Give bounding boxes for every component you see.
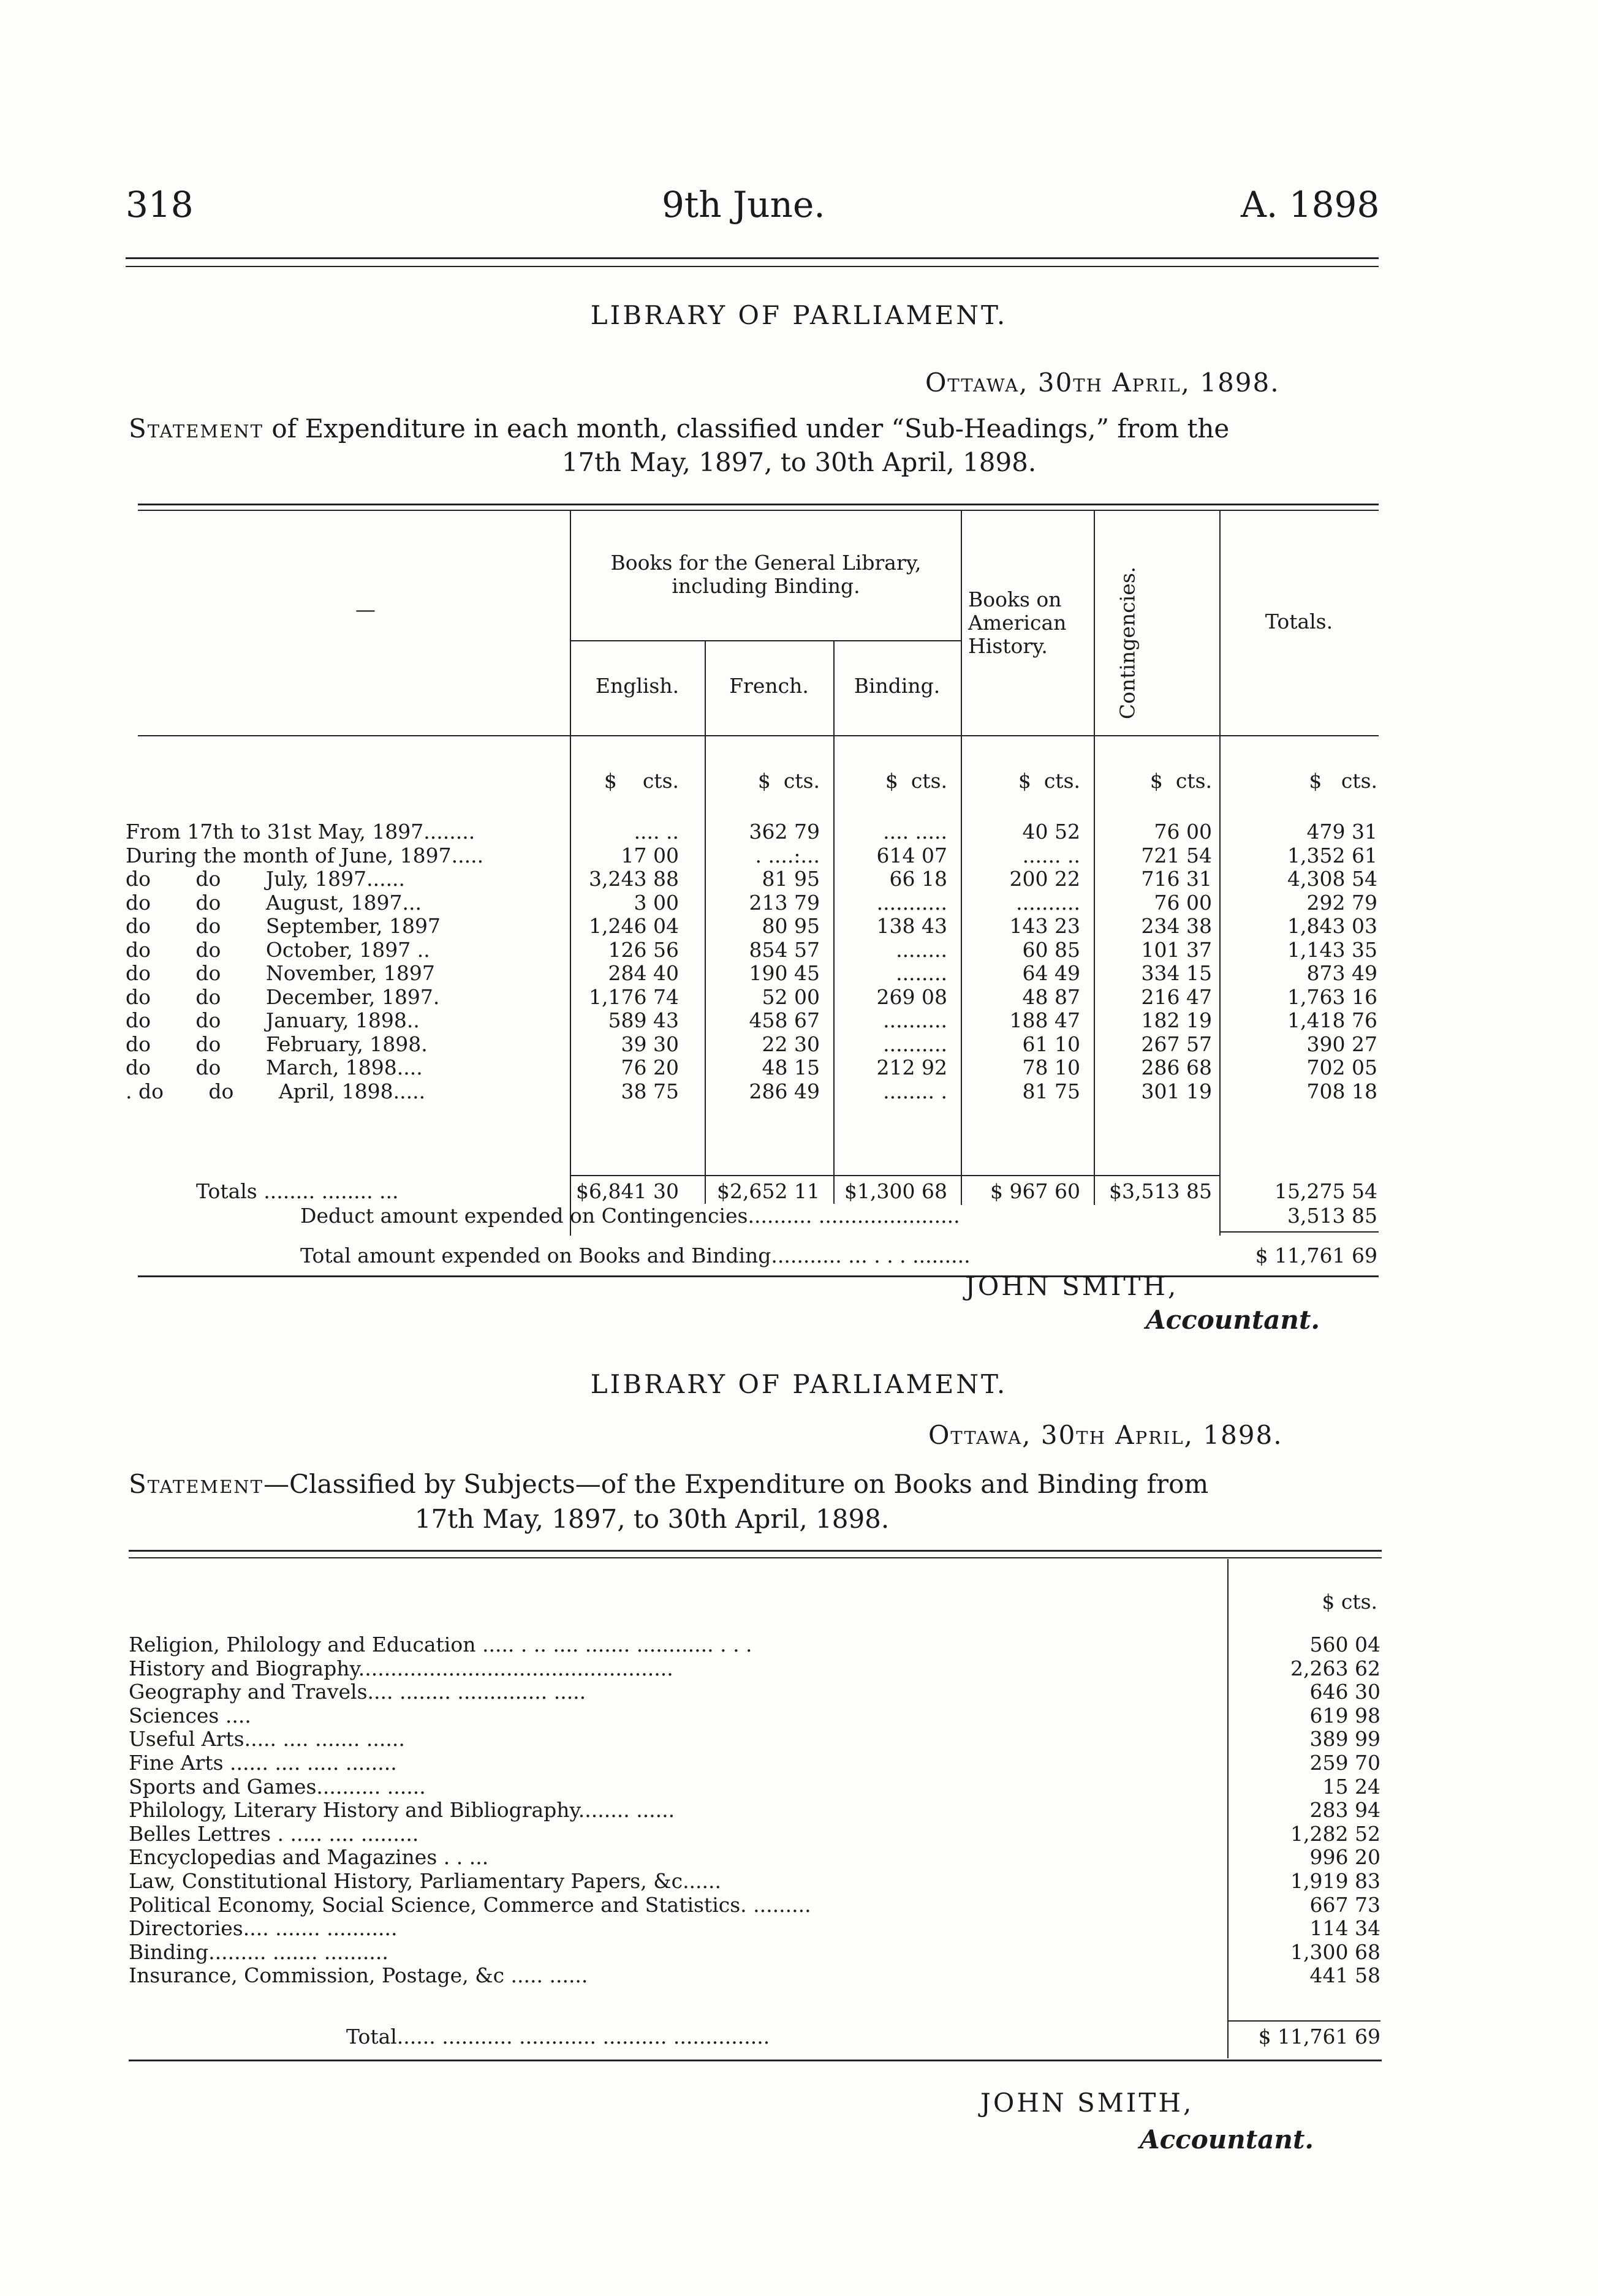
subject-label: Law, Constitutional History, Parliamentary Papers, &c...... xyxy=(129,1869,722,1893)
page-date: 9th June. xyxy=(662,184,825,225)
cell-contingencies: 76 00 xyxy=(1154,890,1212,915)
table-row xyxy=(0,961,1598,985)
unit-american xyxy=(1018,769,1080,793)
header-english: English. xyxy=(595,674,680,698)
cts-label: cts. xyxy=(1175,769,1212,793)
cell-binding: .......... xyxy=(883,1008,947,1032)
subject-value: 996 20 xyxy=(1309,1845,1380,1870)
cts-label: cts. xyxy=(783,769,820,793)
total-books-label: Total amount expended on Books and Binding........... ... . . . ......... xyxy=(300,1244,971,1267)
section1-statement xyxy=(129,412,1379,446)
row-label: . do do April, 1898..... xyxy=(126,1079,426,1103)
cell-american: 64 49 xyxy=(1022,961,1080,985)
subject-label: Philology, Literary History and Bibliography........ ...... xyxy=(129,1798,675,1822)
row-label: do do August, 1897... xyxy=(126,890,422,915)
table-row xyxy=(0,1008,1598,1032)
table-row xyxy=(0,820,1598,844)
row-label: do do March, 1898.... xyxy=(126,1055,423,1079)
header-french: French. xyxy=(729,674,809,698)
table-row xyxy=(0,1798,1598,1822)
cell-english: 126 56 xyxy=(608,937,679,962)
cell-totals: 4,308 54 xyxy=(1287,867,1377,891)
subject-label: Insurance, Commission, Postage, &c ..... ...... xyxy=(129,1963,588,1988)
section1-signature: JOHN SMITH, xyxy=(965,1271,1179,1301)
table2-rule-top2 xyxy=(129,1557,1382,1558)
subject-value: 1,282 52 xyxy=(1290,1821,1380,1846)
cell-binding: 212 92 xyxy=(876,1055,947,1079)
table-row xyxy=(0,1055,1598,1079)
row-label: From 17th to 31st May, 1897........ xyxy=(126,820,475,844)
dollar-sign: $ xyxy=(1018,769,1031,793)
subject-label: Sciences .... xyxy=(129,1703,251,1728)
cell-american: 143 23 xyxy=(1009,914,1080,938)
cell-french: 213 79 xyxy=(749,890,820,915)
cell-totals: 1,418 76 xyxy=(1287,1008,1377,1032)
cell-french: 190 45 xyxy=(749,961,820,985)
table-row xyxy=(0,1916,1598,1940)
subject-label: Encyclopedias and Magazines . . ... xyxy=(129,1845,489,1870)
cell-contingencies: 301 19 xyxy=(1141,1079,1212,1103)
row-label: do do July, 1897...... xyxy=(126,867,406,891)
cell-contingencies: 267 57 xyxy=(1141,1032,1212,1056)
cell-totals: 873 49 xyxy=(1306,961,1377,985)
cell-english: 17 00 xyxy=(621,843,679,867)
cell-contingencies: 101 37 xyxy=(1141,937,1212,962)
section1-title: LIBRARY OF PARLIAMENT. xyxy=(590,300,1008,330)
table-row xyxy=(0,1727,1598,1751)
cell-english: 38 75 xyxy=(621,1079,679,1103)
cell-contingencies: 216 47 xyxy=(1141,984,1212,1009)
subject-label: Sports and Games.......... ...... xyxy=(129,1774,426,1799)
table-row xyxy=(0,891,1598,915)
subject-label: History and Biography................................................. xyxy=(129,1656,673,1680)
dollar-sign: $ xyxy=(604,769,617,793)
cell-french: 854 57 xyxy=(749,937,820,962)
section2-place-date: Ottawa, 30th April, 1898. xyxy=(928,1420,1283,1450)
cell-american: 40 52 xyxy=(1022,820,1080,844)
header-dash: — xyxy=(355,597,376,621)
totals-american: $ 967 60 xyxy=(990,1179,1080,1203)
section1-statement-line2: 17th May, 1897, to 30th April, 1898. xyxy=(561,447,1037,477)
table-row xyxy=(0,1633,1598,1656)
table-row xyxy=(0,1893,1598,1917)
table1-rule-bottom xyxy=(138,1275,1379,1277)
section2-statement-rest: —Classified by Subjects—of the Expenditure on Books and Binding from xyxy=(263,1469,1209,1499)
subject-label: Religion, Philology and Education ..... . .. .... ....... ............ . . . xyxy=(129,1633,752,1656)
table-row xyxy=(0,938,1598,962)
table-row xyxy=(0,1869,1598,1893)
cell-american: 200 22 xyxy=(1009,867,1080,891)
cell-contingencies: 286 68 xyxy=(1141,1055,1212,1079)
cell-totals: 1,352 61 xyxy=(1287,843,1377,867)
cell-totals: 390 27 xyxy=(1306,1032,1377,1056)
subject-value: 560 04 xyxy=(1309,1633,1380,1656)
subject-value: 389 99 xyxy=(1309,1727,1380,1751)
table2-total-label: Total...... ........... ............ .......... ............... xyxy=(346,2025,770,2049)
header-books-general: Books for the General Library, including Binding. xyxy=(610,551,922,598)
totals-english: $6,841 30 xyxy=(576,1179,679,1203)
cell-american: 78 10 xyxy=(1022,1055,1080,1079)
subject-label: Belles Lettres . ..... .... ......... xyxy=(129,1821,419,1846)
cell-french: 362 79 xyxy=(749,820,820,844)
table1-rule-top2 xyxy=(138,510,1379,511)
table-row xyxy=(0,1822,1598,1846)
totals-binding: $1,300 68 xyxy=(844,1179,947,1203)
table2-rule-bottom xyxy=(129,2060,1382,2061)
cell-english: 3 00 xyxy=(634,890,679,915)
table-row xyxy=(0,1963,1598,1987)
section2-statement xyxy=(129,1467,1379,1501)
section2-statement-lead: Statement xyxy=(129,1469,263,1499)
header-binding: Binding. xyxy=(854,674,941,698)
row-label: do do January, 1898.. xyxy=(126,1008,420,1032)
cell-french: 52 00 xyxy=(762,984,820,1009)
row-label: do do November, 1897 xyxy=(126,961,435,985)
section2-statement-line2: 17th May, 1897, to 30th April, 1898. xyxy=(414,1504,890,1534)
cell-english: 1,246 04 xyxy=(589,914,679,938)
table2-rule-top xyxy=(129,1550,1382,1552)
row-label: do do February, 1898. xyxy=(126,1032,428,1056)
deduct-row xyxy=(0,1204,1598,1228)
table1-totals-row xyxy=(0,1179,1598,1204)
table-row xyxy=(0,914,1598,938)
totals-french: $2,652 11 xyxy=(717,1179,820,1203)
cell-contingencies: 76 00 xyxy=(1154,820,1212,844)
cell-french: . ....:... xyxy=(755,843,820,867)
dollar-sign: $ xyxy=(885,769,898,793)
table-row xyxy=(0,844,1598,867)
subject-label: Useful Arts..... .... ....... ...... xyxy=(129,1727,405,1751)
section2-title: LIBRARY OF PARLIAMENT. xyxy=(590,1369,1008,1399)
subject-label: Binding......... ....... .......... xyxy=(129,1939,388,1964)
cell-totals: 479 31 xyxy=(1306,820,1377,844)
cell-contingencies: 234 38 xyxy=(1141,914,1212,938)
cell-american: 48 87 xyxy=(1022,984,1080,1009)
cell-binding: .... ..... xyxy=(883,820,947,844)
total-books-row xyxy=(0,1244,1598,1268)
table-row xyxy=(0,1704,1598,1728)
cell-totals: 1,843 03 xyxy=(1287,914,1377,938)
table2-total-value: $ 11,761 69 xyxy=(1258,2025,1380,2049)
cell-binding: 66 18 xyxy=(889,867,947,891)
dollar-sign: $ xyxy=(757,769,771,793)
page-number: 318 xyxy=(126,184,194,225)
dollar-sign: $ xyxy=(1309,769,1322,793)
subject-value: 1,300 68 xyxy=(1290,1939,1380,1964)
header-books-american: Books on American History. xyxy=(968,587,1067,658)
cell-french: 286 49 xyxy=(749,1079,820,1103)
row-label: do do September, 1897 xyxy=(126,914,441,938)
cell-totals: 1,763 16 xyxy=(1287,984,1377,1009)
subject-value: 667 73 xyxy=(1309,1892,1380,1917)
cell-binding: ........... xyxy=(876,890,947,915)
deduct-label: Deduct amount expended on Contingencies.......... ...................... xyxy=(300,1204,960,1228)
cell-contingencies: 334 15 xyxy=(1141,961,1212,985)
section1-place-date: Ottawa, 30th April, 1898. xyxy=(925,368,1280,398)
totals-label: Totals ........ ........ ... xyxy=(196,1179,399,1203)
cell-american: 188 47 xyxy=(1009,1008,1080,1032)
cell-french: 81 95 xyxy=(762,867,820,891)
subject-value: 646 30 xyxy=(1309,1680,1380,1704)
table2-total-row xyxy=(0,2025,1598,2049)
cell-american: 61 10 xyxy=(1022,1032,1080,1056)
cell-binding: ........ xyxy=(896,937,947,962)
table-row xyxy=(0,1079,1598,1103)
table2-total-rule xyxy=(1227,2020,1380,2022)
subject-label: Directories.... ....... ........... xyxy=(129,1916,398,1941)
table-row xyxy=(0,985,1598,1009)
subject-value: 619 98 xyxy=(1309,1703,1380,1728)
table1-units-row xyxy=(0,769,1598,793)
cell-contingencies: 182 19 xyxy=(1141,1008,1212,1032)
unit-binding xyxy=(885,769,947,793)
cell-english: .... .. xyxy=(634,820,679,844)
cell-totals: 1,143 35 xyxy=(1287,937,1377,962)
subject-label: Political Economy, Social Science, Commerce and Statistics. ......... xyxy=(129,1892,811,1917)
table1-header-rule xyxy=(138,735,1379,736)
cell-binding: ........ . xyxy=(883,1079,947,1103)
cell-contingencies: 721 54 xyxy=(1141,843,1212,867)
cell-french: 458 67 xyxy=(749,1008,820,1032)
dollar-sign: $ xyxy=(1149,769,1163,793)
subject-value: 441 58 xyxy=(1309,1963,1380,1988)
subject-value: 2,263 62 xyxy=(1290,1656,1380,1680)
cell-totals: 708 18 xyxy=(1306,1079,1377,1103)
table-row xyxy=(0,1845,1598,1869)
table-row xyxy=(0,1032,1598,1056)
cell-french: 80 95 xyxy=(762,914,820,938)
table-row xyxy=(0,1775,1598,1799)
table-row xyxy=(0,1940,1598,1964)
deduct-rule xyxy=(1219,1231,1379,1233)
cell-american: 81 75 xyxy=(1022,1079,1080,1103)
table-row xyxy=(0,867,1598,891)
header-rule-bottom xyxy=(126,266,1379,267)
table1-rule-top xyxy=(138,504,1379,505)
header-rule-top xyxy=(126,257,1379,259)
cell-binding: .......... xyxy=(883,1032,947,1056)
cell-american: 60 85 xyxy=(1022,937,1080,962)
cts-label: cts. xyxy=(911,769,947,793)
cell-english: 76 20 xyxy=(621,1055,679,1079)
section1-statement-rest: of Expenditure in each month, classified under “Sub-Headings,” from the xyxy=(263,414,1230,444)
cts-label: cts. xyxy=(1043,769,1080,793)
subject-value: 15 24 xyxy=(1322,1774,1380,1799)
total-books-value: $ 11,761 69 xyxy=(1255,1244,1377,1267)
section1-role: Accountant. xyxy=(1146,1305,1320,1335)
subject-value: 259 70 xyxy=(1309,1751,1380,1775)
subject-value: 1,919 83 xyxy=(1290,1869,1380,1893)
cell-english: 1,176 74 xyxy=(589,984,679,1009)
deduct-value: 3,513 85 xyxy=(1287,1204,1377,1228)
section1-statement-lead: Statement xyxy=(129,414,263,444)
totals-contingencies: $3,513 85 xyxy=(1109,1179,1212,1203)
table-row xyxy=(0,1680,1598,1704)
cell-english: 39 30 xyxy=(621,1032,679,1056)
section2-signature: JOHN SMITH, xyxy=(980,2088,1194,2118)
cell-binding: 138 43 xyxy=(876,914,947,938)
row-label: do do December, 1897. xyxy=(126,984,440,1009)
totals-rule xyxy=(570,1175,1219,1176)
section2-role: Accountant. xyxy=(1140,2124,1314,2154)
cell-english: 284 40 xyxy=(608,961,679,985)
cell-english: 3,243 88 xyxy=(589,867,679,891)
row-label: do do October, 1897 .. xyxy=(126,937,430,962)
cts-label: cts. xyxy=(1341,769,1377,793)
cell-totals: 702 05 xyxy=(1306,1055,1377,1079)
cts-label: cts. xyxy=(642,769,679,793)
table2-units: $ cts. xyxy=(1322,1590,1377,1614)
unit-french xyxy=(758,769,820,793)
header-contingencies: Contingencies. xyxy=(1115,566,1140,720)
page-year: A. 1898 xyxy=(1241,184,1380,225)
cell-american: .......... xyxy=(1016,890,1080,915)
cell-binding: 269 08 xyxy=(876,984,947,1009)
cell-french: 48 15 xyxy=(762,1055,820,1079)
unit-english xyxy=(604,769,679,793)
cell-binding: ........ xyxy=(896,961,947,985)
row-label: During the month of June, 1897..... xyxy=(126,843,484,867)
cell-french: 22 30 xyxy=(762,1032,820,1056)
subject-value: 114 34 xyxy=(1309,1916,1380,1941)
cell-contingencies: 716 31 xyxy=(1141,867,1212,891)
table-row xyxy=(0,1656,1598,1680)
unit-totals xyxy=(1309,769,1377,793)
cell-binding: 614 07 xyxy=(876,843,947,867)
subject-value: 283 94 xyxy=(1309,1798,1380,1822)
cell-american: ...... .. xyxy=(1022,843,1080,867)
cell-english: 589 43 xyxy=(608,1008,679,1032)
subject-label: Geography and Travels.... ........ .............. ..... xyxy=(129,1680,586,1704)
table-row xyxy=(0,1751,1598,1775)
cell-totals: 292 79 xyxy=(1306,890,1377,915)
totals-totals: 15,275 54 xyxy=(1274,1179,1377,1203)
header-totals: Totals. xyxy=(1265,610,1333,633)
subject-label: Fine Arts ...... .... ..... ........ xyxy=(129,1751,397,1775)
unit-contingencies xyxy=(1150,769,1212,793)
table1-subrule xyxy=(570,640,962,641)
